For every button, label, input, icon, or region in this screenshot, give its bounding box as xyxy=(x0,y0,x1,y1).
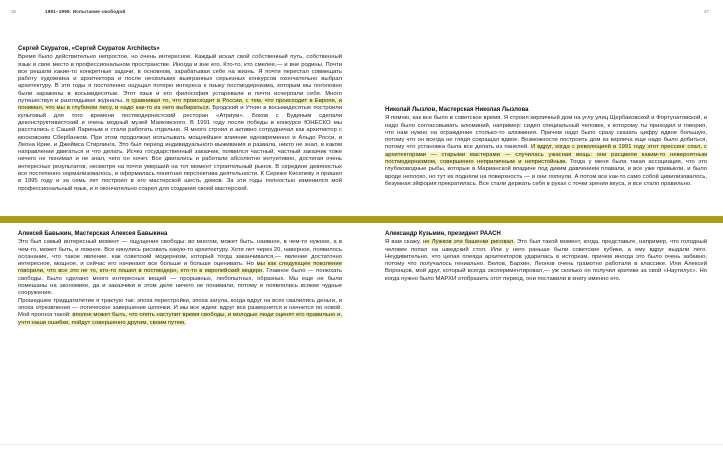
chapter-running-title: 1991–1999. Испытание свободой xyxy=(45,9,126,14)
page-number-left: 36 xyxy=(11,9,17,14)
paragraph xyxy=(385,239,707,283)
body-text: Бродский и Уткин в восьмидесятые построили культовый для того времени постмодернистский ресторан «Атриум». Боков с Будиным сделали деконструктивистский и очень модный музей Маяковского. В 1991 году после победы в конкурсе ЮНЕСКО мы расстались с Сашей Лариным и стали работать отдельно. Я много строил и активно сотрудничал как архитектор с московским Сбербанком. При этом продолжал испытывать мощнейшее влияние одновременно и Альдо Росси, и Леона Крие, и Джеймса Стирлинга. Это был период индивидуального выживания и развала, никто не знал, в каком направлении двигаться и что делать. Исчез государственный заказчик, появился частный, частный заказчик тоже ничего не понимал и не знал, чего он хочет. Все двигались и работали абсолютно интуитивно, достигая очень интересных результатов, несмотря на почти умерший на тот момент строительный рынок. В середине девяностых все постепенно нормализовалось, и оформилась понятная перспектива деятельности. К Сереже Киселеву я пришел в 1995 году и за семь лет построил в его мастерской шесть домов. За эти годы полностью изменился мой профессиональный язык, и я окончательно созрел для создания своей мастерской. xyxy=(18,105,342,192)
section-heading: Алексей Бавыкин, Мастерская Алексея Бавыкина xyxy=(18,231,168,237)
section-heading: Сергей Скуратов, «Сергей Скуратов Architects» xyxy=(18,46,160,52)
section-lyzlov xyxy=(385,107,707,188)
body-text: Главное было — понюхать свободы. Было сделано много интересных вещей — прорывных, любопытных, образных. Мы еще не были помешаны на экономике, да и заказчики в этом деле ничего не понимали, потому и появлялись всякие чудные сооружения. xyxy=(18,268,342,297)
highlighted-text: И вдруг, когда с революцией в 1991 году этот прессинг спал, с архитекторами — старыми мастерами — случилась ужасная вещь: они расцвели каким-то невероятным постмодернизмом, совершенно неприличным и непристойным. xyxy=(385,144,708,166)
section-heading: Александр Кузьмин, президент РААСН xyxy=(385,231,501,237)
body-text: Это был такой момент, когда, представьте, например, что голодный человек попал на шведский стол. Или у него раньше были советские кубики, а ему вдруг выдали лего. Неудивительно, что целая плеяда архитекторов ударилась в историзм, причем иногда это было очень забавно, потому что получалось гениально. Белов, Бархин, Леонов очень грамотно работали в классике. Или Алексей Воронцов, мой друг, который всегда экспериментировал,— уж сколько он получил критики за свой «Наутилус». Но когда нужно было МАРХИ отобразить этот период, они поставили в книгу именно его. xyxy=(385,239,707,282)
section-skuratov xyxy=(18,46,342,193)
highlighted-text: вполне может быть, что опять наступит время свободы, и молодые люди оценят его правильно и, учтя наши ошибки, пойдут совершенно другим, своим путем. xyxy=(18,312,342,326)
highlighted-text: я сравнивал то, что происходит в России, с тем, что происходит в Европе, и понимал, что мы в глубоком лесу, и надо как-то из него выбираться. xyxy=(18,98,342,112)
section-body xyxy=(385,115,707,188)
body-text: Время было действительно непростое, но очень интересное. Каждый искал свой собственный путь, собственный язык и свое место в профессиональном пространстве. Иногда и вне его. Кто-то, кто смелее,— и вне родины. Почти все решали какие-то конкретные задачи, в основном, зарабатывая себе на жизнь. Я почти перестал совмещать работу художника и архитектора и после нескольких выигранных серьезных конкурсов окончательно выбрал архитектуру. В эти годы я постепенно ощущал потерю интереса к языку постмодернизма, которым мы поголовно были заражены в восьмидесятые. Этот язык и его философия устаревали и почти исчерпали себя. Много путешествуя и разглядывая журналы, xyxy=(18,54,342,105)
body-text: Я вам скажу, xyxy=(385,239,424,246)
paragraph xyxy=(18,239,342,297)
body-text: Тогда у меня была такая ассоциация, что это глубоководные рыбы, которые в Марианской впадине под диким давлением плавали, и все уже привыкли, и было вроде неплохо, но тут их подняли на поверхность — и они лопнули. А потом все как-то само собой цивилизовалось, безумная эйфория прекратилась. Все стали держать себя в руках с точки зрения вкуса, и все стало правильно. xyxy=(385,159,707,187)
chapter-divider-bar xyxy=(0,216,723,223)
running-header xyxy=(0,9,723,19)
section-body xyxy=(18,239,342,327)
paragraph xyxy=(18,298,342,327)
highlighted-text: не Лужков эти башенки рисовал. xyxy=(423,239,515,246)
highlighted-text: мы как следующее поколение говорили, что все это не то, кто-то пошел в постмодерн, кто-то в европейский модерн. xyxy=(18,261,342,275)
section-bavykin xyxy=(18,231,342,327)
section-kuzmin xyxy=(385,231,707,283)
body-text: Я помню, как все было в советское время. Я строил кирпичный дом на углу улиц Щербаковской и Фортунатовской, и надо было согласовывать алюминий, например: сидел специальный человек, к которому ты приходил и говорил, что нам нужно на ограждение столько-то алюминия. Причем надо было сразу сказать цифру вдвое большую, потому что он всегда не глядя сокращал вдвое. Возможности построить дом из кирпича еще надо было добиться, потому что установка была все делать из панелей. xyxy=(385,115,707,151)
paragraph xyxy=(18,54,342,193)
section-body xyxy=(18,54,342,193)
body-text: Прошедшее тридцатилетие я трактую так: эпоха перестройки, эпоха загула, когда вдруг на всех свалились деньги, и эпоха отрезвления — логическое завершение цепочки. И мы все ждем: вдруг все развернется и начнется по новой. Мой прогноз такой: xyxy=(18,297,342,319)
body-text: Это был самый интересный момент — ощущение свободы: во многом, может быть, наивное, в чем-то нужное, а в чем-то, может быть, и ложное. Все кинулись рисовать какую-то архитектуру. Хотя лет через 20, наверное, появилось осознание, что такое явление, как советский модернизм, который тогда заканчивался,— явление достаточно интересное, мощное, и сейчас его начинают все больше и больше оценивать. Но xyxy=(18,239,342,268)
section-heading: Николай Лызлов, Мастерская Николая Лызлова xyxy=(385,107,529,113)
paragraph xyxy=(385,115,707,188)
page-bottom-rule xyxy=(0,444,723,445)
page-number-right: 37 xyxy=(703,9,709,14)
section-body xyxy=(385,239,707,283)
